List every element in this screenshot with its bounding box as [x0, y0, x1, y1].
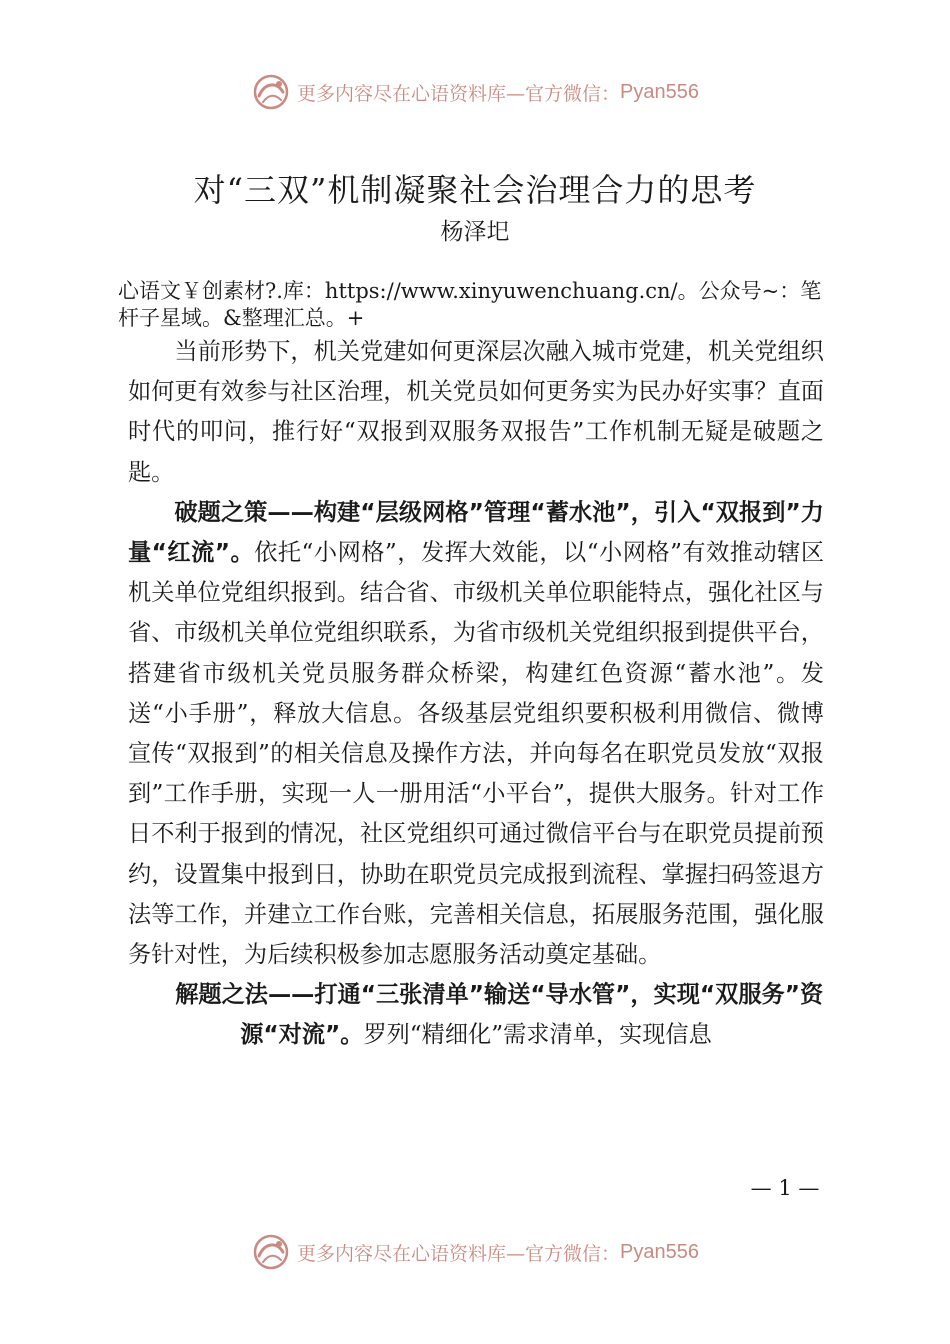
section-heading: 破题之策——构建“层级网格”管理“蓄水池”，引入“双报到”力量“红流”。 — [128, 498, 824, 567]
watermark-text: 更多内容尽在心语资料库—官方微信： — [297, 82, 621, 105]
paragraph-text: 依托“小网格”，发挥大效能，以“小网格”有效推动辖区机关单位党组织报到。结合省、市级机关单位职能特点，强化社区与省、市级机关单位党组织联系，为省市级机关党组织报到提供平台，搭建省市级机关党员服务群众桥梁，构建红色资源“蓄水池”。发送“小手册”，释放大信息。各级基层党组织要积极利用微信、微博宣传“双报到”的相关信息及操作方法，并向每名在职党员发放“双报到”工作手册，实现一人一册用活“小平台”，提供大服务。针对工作日不利于报到的情况，社区党组织可通过微信平台与在职党员提前预约，设置集中报到日，协助在职党员完成报到流程、掌握扫码签退方法等工作，并建立工作台账，完善相关信息，拓展服务范围，强化服务针对性，为后续积极参加志愿服务活动奠定基础。 — [128, 539, 824, 969]
source-line: 心语文￥创素材?.库：https://www.xinyuwenchuang.cn/。公众号~：笔杆子星域。&整理汇总。+ — [118, 279, 822, 330]
document-body — [128, 332, 824, 1056]
page-number: — 1 — — [750, 1176, 820, 1200]
watermark-wechat-id: Pyan556 — [620, 1240, 699, 1263]
watermark-text: 更多内容尽在心语资料库—官方微信： — [297, 1242, 621, 1265]
section-heading: 解题之法——打通“三张清单”输送“导水管”，实现“双服务”资源“对流”。 — [175, 981, 824, 1049]
paragraph-section-2 — [128, 975, 824, 1055]
watermark-header — [0, 72, 950, 112]
paragraph-intro — [128, 332, 824, 493]
paragraph-text: 罗列“精细化”需求清单，实现信息 — [363, 1021, 712, 1049]
document-title: 对“三双”机制凝聚社会治理合力的思考 — [193, 171, 757, 209]
watermark-wechat-id: Pyan556 — [620, 80, 699, 103]
watermark-logo-icon — [251, 1232, 291, 1272]
document-author: 杨泽圯 — [440, 219, 510, 245]
watermark-footer — [0, 1232, 950, 1272]
paragraph-section-1 — [128, 493, 824, 975]
paragraph-text: 当前形势下，机关党建如何更深层次融入城市党建，机关党组织如何更有效参与社区治理，机关党员如何更务实为民办好实事？直面时代的叩问，推行好“双报到双服务双报告”工作机制无疑是破题之匙。 — [128, 338, 824, 486]
watermark-logo-icon — [251, 72, 291, 112]
